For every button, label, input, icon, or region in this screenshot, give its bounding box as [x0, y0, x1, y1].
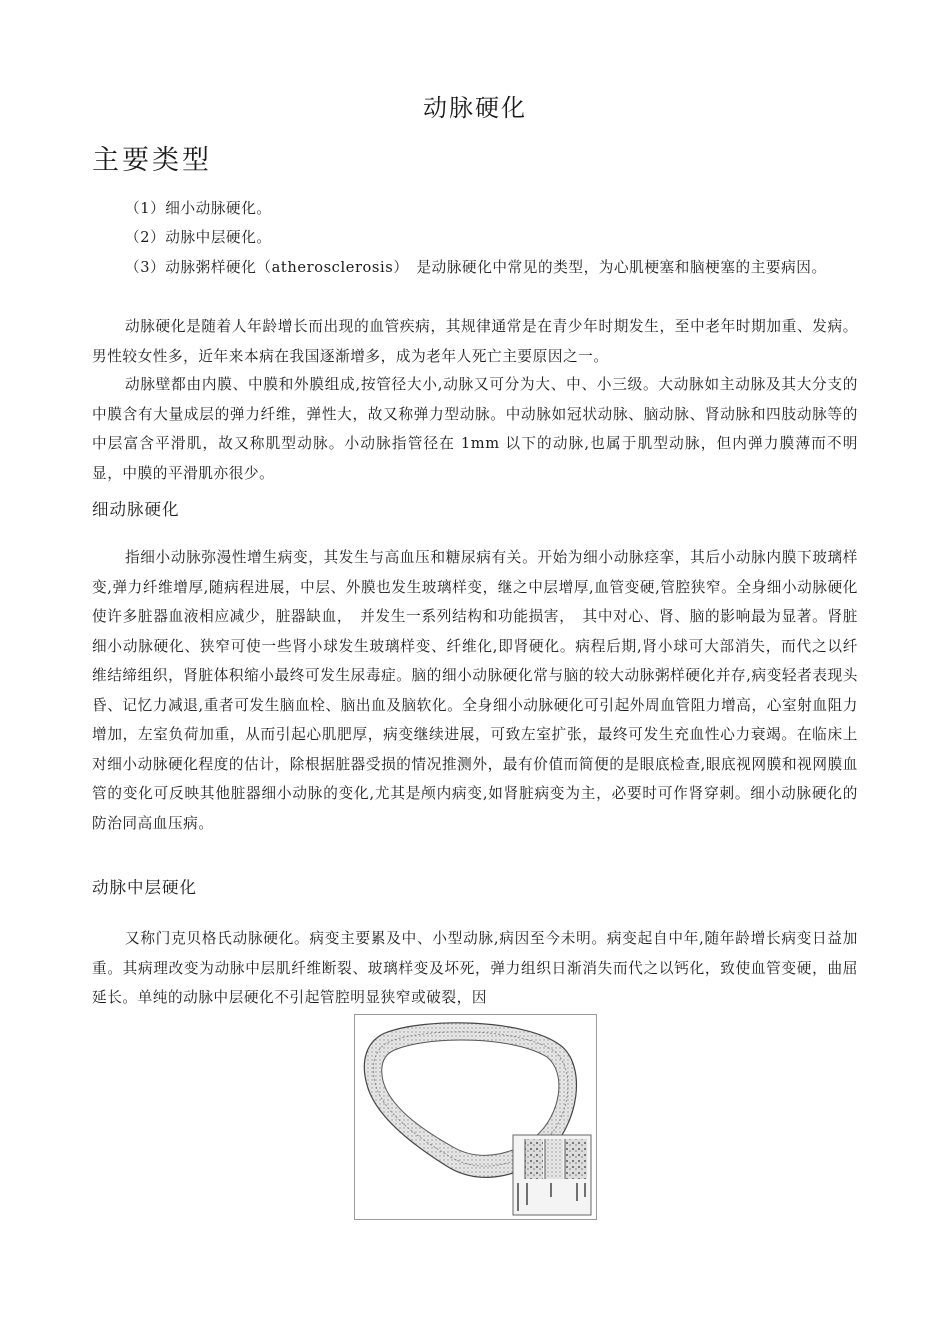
section-heading-main-types: 主要类型	[92, 145, 212, 176]
paragraph: 指细小动脉弥漫性增生病变，其发生与高血压和糖尿病有关。开始为细小动脉痉挛，其后小动脉内膜下玻璃样变,弹力纤维增厚,随病程进展，中层、外膜也发生玻璃样变，继之中层增厚,血管变硬,管腔狭窄。全身细小动脉硬化使许多脏器血液相应减少，脏器缺血， 并发生一系列结构和功能损害， 其中对心、肾、脑的影响最为显著。肾脏细小动脉硬化、狭窄可使一些肾小球发生玻璃样变、纤维化,即肾硬化。病程后期,肾小球可大部消失，而代之以纤维结缔组织，肾脏体积缩小最终可发生尿毒症。脑的细小动脉硬化常与脑的较大动脉粥样硬化并存,病变轻者表现头昏、记忆力减退,重者可发生脑血栓、脑出血及脑软化。全身细小动脉硬化可引起外周血管阻力增高，心室射血阻力增加，左室负荷加重，从而引起心肌肥厚，病变继续进展，可致左室扩张，最终可发生充血性心力衰竭。在临床上对细小动脉硬化程度的估计，除根据脏器受损的情况推测外，最有价值而简便的是眼底检查,眼底视网膜和视网膜血管的变化可反映其他脏器细小动脉的变化,尤其是颅内病变,如肾脏病变为主，必要时可作肾穿刺。细小动脉硬化的防治同高血压病。	[92, 549, 858, 832]
artery-cross-section-icon	[355, 1015, 596, 1219]
document-title: 动脉硬化	[423, 94, 527, 122]
paragraph: 动脉壁都由内膜、中膜和外膜组成,按管径大小,动脉又可分为大、中、小三级。大动脉如主动脉及其大分支的中膜含有大量成层的弹力纤维，弹性大，故又称弹力型动脉。中动脉如冠状动脉、脑动脉、肾动脉和四肢动脉等的中层富含平滑肌，故又称肌型动脉。小动脉指管径在 1mm 以下的动脉,也属于肌型动脉，但内弹力膜薄而不明显，中膜的平滑肌亦很少。	[92, 376, 858, 482]
section-heading-small-artery: 细动脉硬化	[92, 500, 180, 519]
list-item: （1）细小动脉硬化。	[125, 200, 272, 217]
artery-figure	[354, 1014, 597, 1220]
list-item: （3）动脉粥样硬化（atherosclerosis） 是动脉硬化中常见的类型，为心肌梗塞和脑梗塞的主要病因。	[125, 259, 827, 276]
list-item: （2）动脉中层硬化。	[125, 229, 272, 246]
section-heading-medial: 动脉中层硬化	[92, 878, 197, 897]
paragraph: 动脉硬化是随着人年龄增长而出现的血管疾病，其规律通常是在青少年时期发生，至中老年时期加重、发病。男性较女性多，近年来本病在我国逐渐增多，成为老年人死亡主要原因之一。	[92, 318, 858, 365]
paragraph: 又称门克贝格氏动脉硬化。病变主要累及中、小型动脉,病因至今未明。病变起自中年,随年龄增长病变日益加重。其病理改变为动脉中层肌纤维断裂、玻璃样变及坏死，弹力组织日渐消失而代之以钙化，致使血管变硬，曲屈延长。单纯的动脉中层硬化不引起管腔明显狭窄或破裂，因	[92, 930, 858, 1006]
